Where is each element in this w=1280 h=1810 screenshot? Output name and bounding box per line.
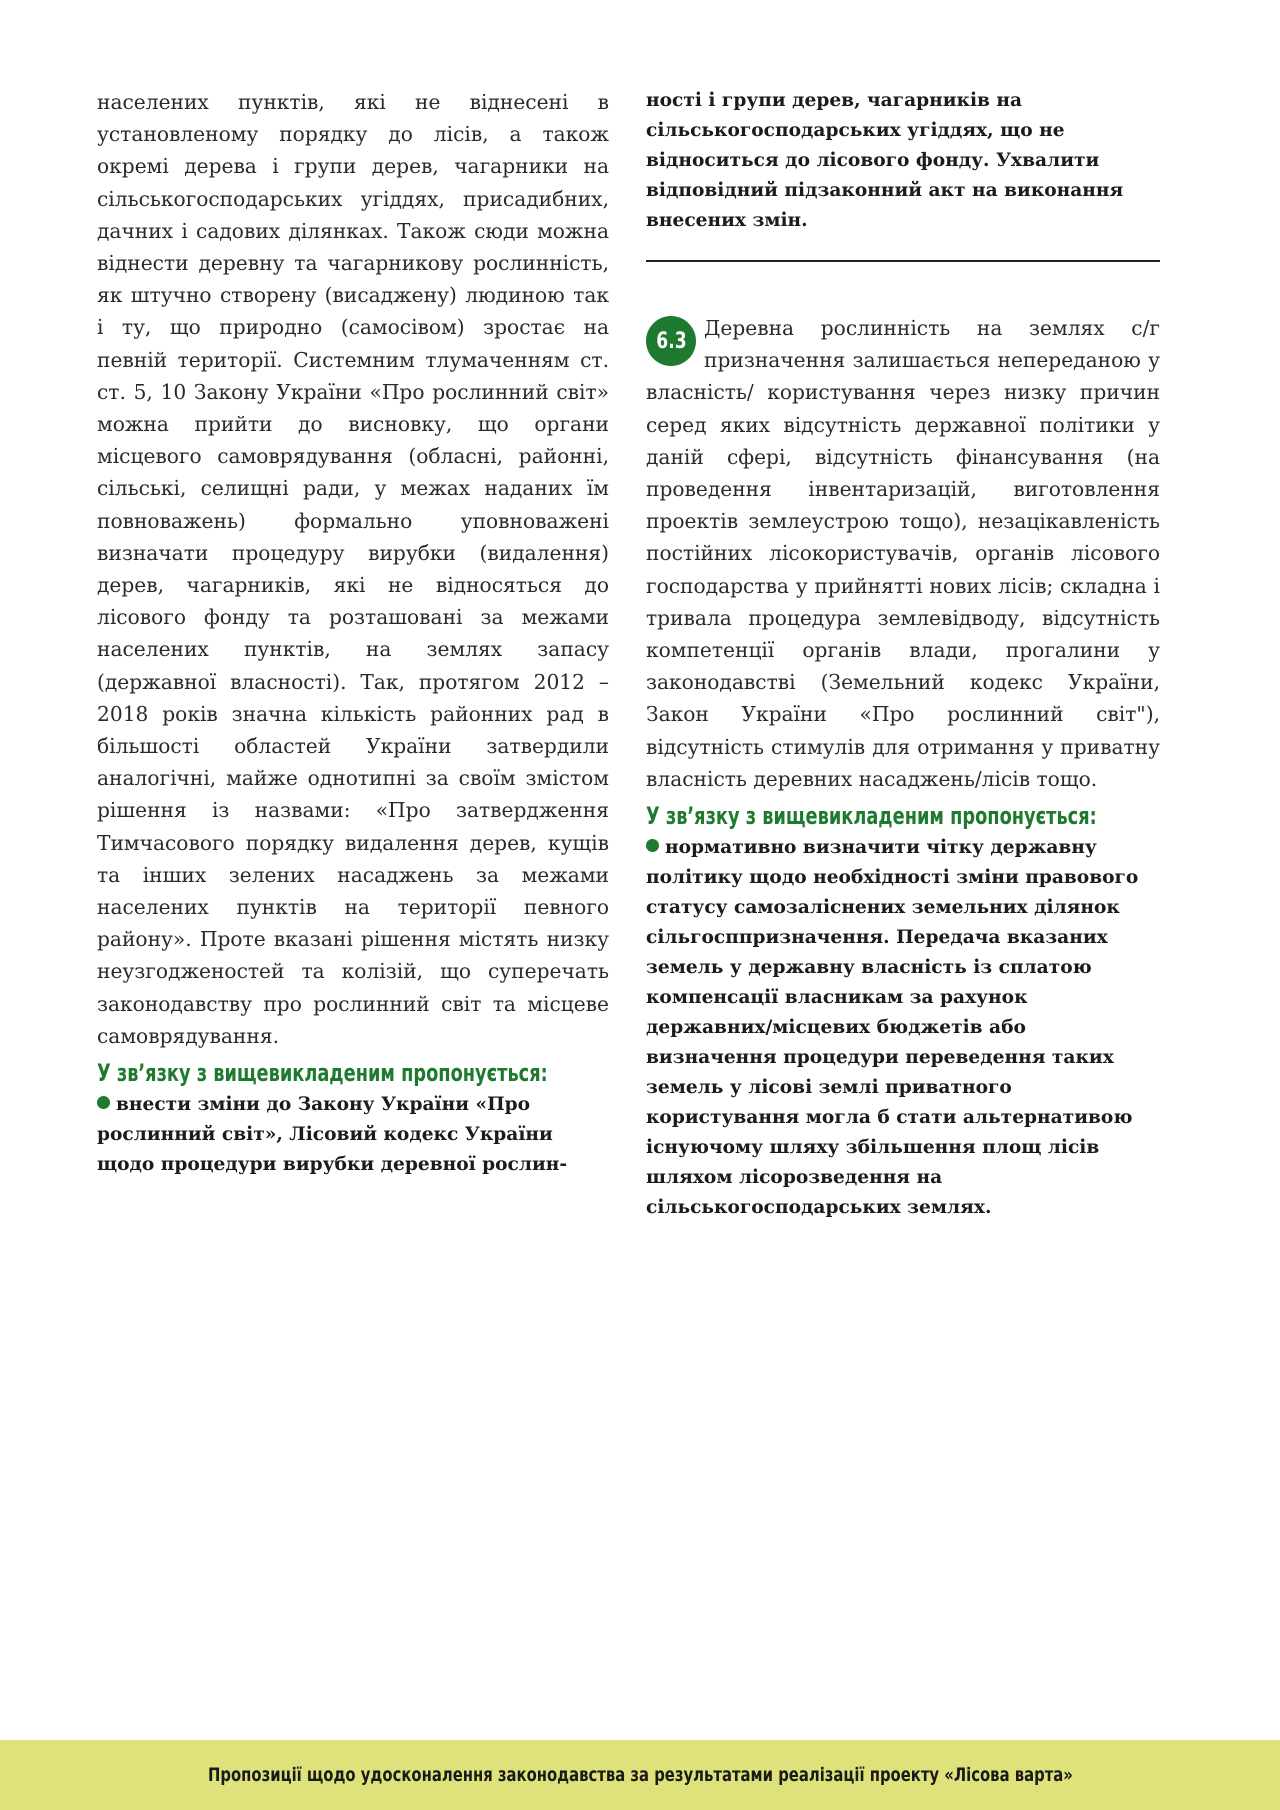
- right-proposal-heading: У звʼязку з вищевикладеним пропонується:: [646, 802, 1097, 831]
- section-badge: [646, 316, 696, 366]
- left-proposal-heading: У звʼязку з вищевикладеним пропонується:: [97, 1059, 548, 1088]
- section-6-3: [646, 312, 1160, 795]
- left-column: [97, 86, 609, 1180]
- bullet-dot-icon: [97, 1096, 110, 1109]
- left-body-paragraph: населених пунктів, які не віднесені в установленому порядку до лісів, а також окремі дерева і групи дерев, чагарники на сільськогосподарських угіддях, присадибних, дачних і садових ділянках. Також сюди можна віднести деревну та чагарникову рослинність, як штучно створену (висаджену) людиною так і ту, що природно (самосівом) зростає на певній території. Системним тлумаченням ст. ст. 5, 10 Закону України «Про рослинний світ» можна прийти до висновку, що органи місцевого самоврядування (обласні, районні, сільські, селищні ради, у межах наданих їм повноважень) формально уповноважені визначати процедуру вирубки (видалення) дерев, чагарників, які не відносяться до лісового фонду та розташовані за межами населених пунктів, на землях запасу (державної власності). Так, протягом 2012 – 2018 років значна кількість районних рад в більшості областей України затвердили аналогічні, майже однотипні за своїм змістом рішення із назвами: «Про затвердження Тимчасового порядку видалення дерев, кущів та інших зелених насаджень за межами населених пунктів на території певного району». Проте вказані рішення містять низку неузгодженостей та колізій, що суперечать законодавству про рослинний світ та місцеве самоврядування.: [97, 90, 609, 1048]
- right-continuation-text: ності і групи дерев, чагарників на сільськогосподарських угіддях, що не відноситься до лісового фонду. Ухвалити відповідний підзаконний акт на виконання внесених змін.: [646, 90, 1124, 231]
- bullet-dot-icon: [646, 839, 659, 852]
- right-proposal-text: нормативно визначити чітку державну політику щодо необхідності зміни правового статусу самозаліснених земельних ділянок сільгосппризначення. Передача вказаних земель у державну власність із сплатою компенсації власникам за рахунок державних/місцевих бюджетів або визначення процедури переведення таких земель у лісові землі приватного користування могла б стати альтернативою існуючому шляху збільшення площ лісів шляхом лісорозведення на сільськогосподарських землях.: [646, 837, 1139, 1219]
- right-column: [646, 86, 1160, 1223]
- footer-band: [0, 1740, 1280, 1810]
- section-number: 6.3: [655, 328, 687, 354]
- right-body-paragraph: Деревна рослинність на землях с/г призначення залишається непереданою у власність/ користування через низку причин серед яких відсутність державної політики у даній сфері, відсутність фінансування (на проведення інвентаризацій, виготовлення проектів землеустрою тощо), незацікавленість постійних лісокористувачів, органів лісового господарства у прийнятті нових лісів; складна і тривала процедура землевідводу, відсутність компетенції органів влади, прогалини у законодавстві (Земельний кодекс України, Закон України «Про рослинний світ"), відсутність стимулів для отримання у приватну власність деревних насаджень/лісів тощо.: [646, 316, 1160, 791]
- left-proposal-text: внести зміни до Закону України «Про рослинний світ», Лісовий кодекс України щодо процедури вирубки деревної рослин-: [97, 1094, 568, 1176]
- left-proposal-item: [97, 1090, 609, 1180]
- right-proposal-item: [646, 833, 1160, 1223]
- section-divider: [646, 260, 1160, 262]
- footer-text: Пропозиції щодо удосконалення законодавства за результатами реалізації проекту «Лісова варта»: [207, 1764, 1073, 1786]
